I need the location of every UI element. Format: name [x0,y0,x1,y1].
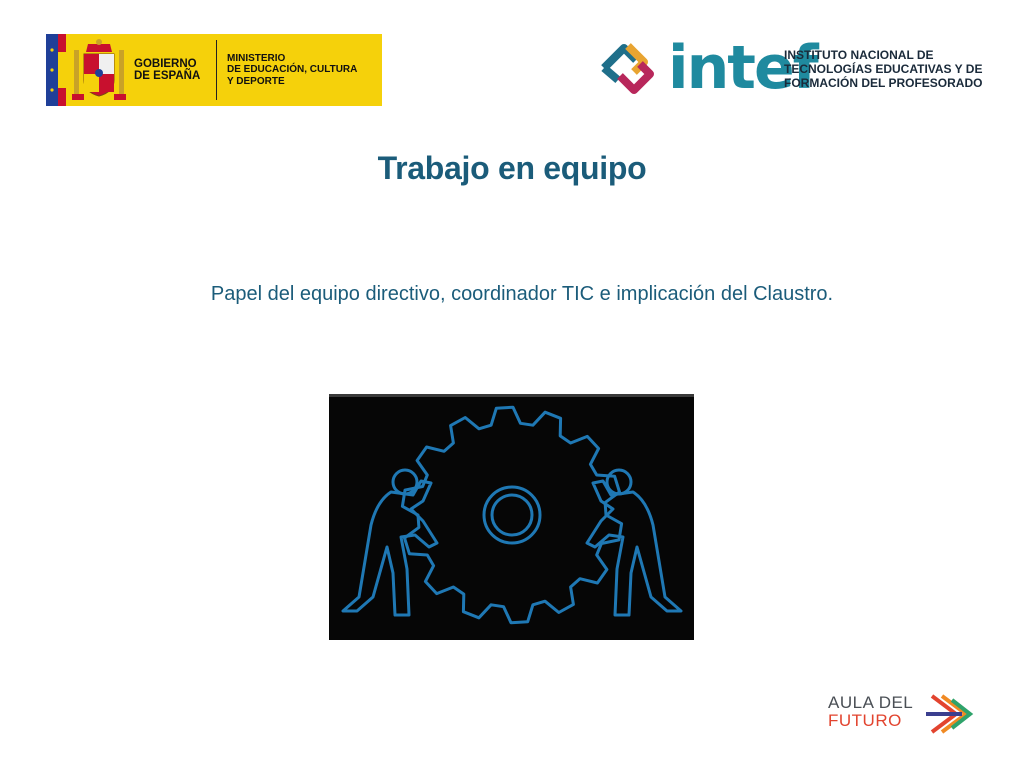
gear-outline [402,407,621,623]
slide-title: Trabajo en equipo [377,150,647,186]
gov-name [134,40,217,100]
ministry-name [227,53,357,88]
gov-logo [46,34,382,106]
intef-description-line: INSTITUTO NACIONAL DE [784,48,934,62]
aula-line: AULA DEL [828,693,914,712]
gear-icon [402,407,621,623]
intef-wordmark: intef [668,33,817,103]
person-left-icon [343,470,437,615]
intef-description [784,48,982,90]
intef-symbol-icon [594,36,660,106]
ministry-name-line: DE EDUCACIÓN, CULTURA [227,64,358,76]
ministry-name-line: MINISTERIO [227,52,286,64]
teamwork-gear-illustration [329,394,694,640]
ministry-name-line: Y DEPORTE [227,75,285,87]
intef-description-line: TECNOLOGÍAS EDUCATIVAS Y DE [784,62,983,76]
gov-name-line: GOBIERNO [134,58,197,70]
gear-people-icon [329,397,694,637]
aula-arrows-icon [926,690,976,738]
aula-del-futuro-logo [828,690,978,738]
gov-name-line: DE ESPAÑA [134,70,201,82]
gov-logo-band [66,34,382,106]
aula-line: FUTURO [828,711,902,730]
eu-flag-icon [46,34,66,106]
intef-logo [594,33,984,106]
person-right-icon [587,470,681,615]
slide-subtitle: Papel del equipo directivo, coordinador TIC e implicación del Claustro. [210,283,834,305]
intef-description-line: FORMACIÓN DEL PROFESORADO [784,76,983,90]
coat-of-arms-icon [70,36,128,104]
aula-text [828,694,913,730]
